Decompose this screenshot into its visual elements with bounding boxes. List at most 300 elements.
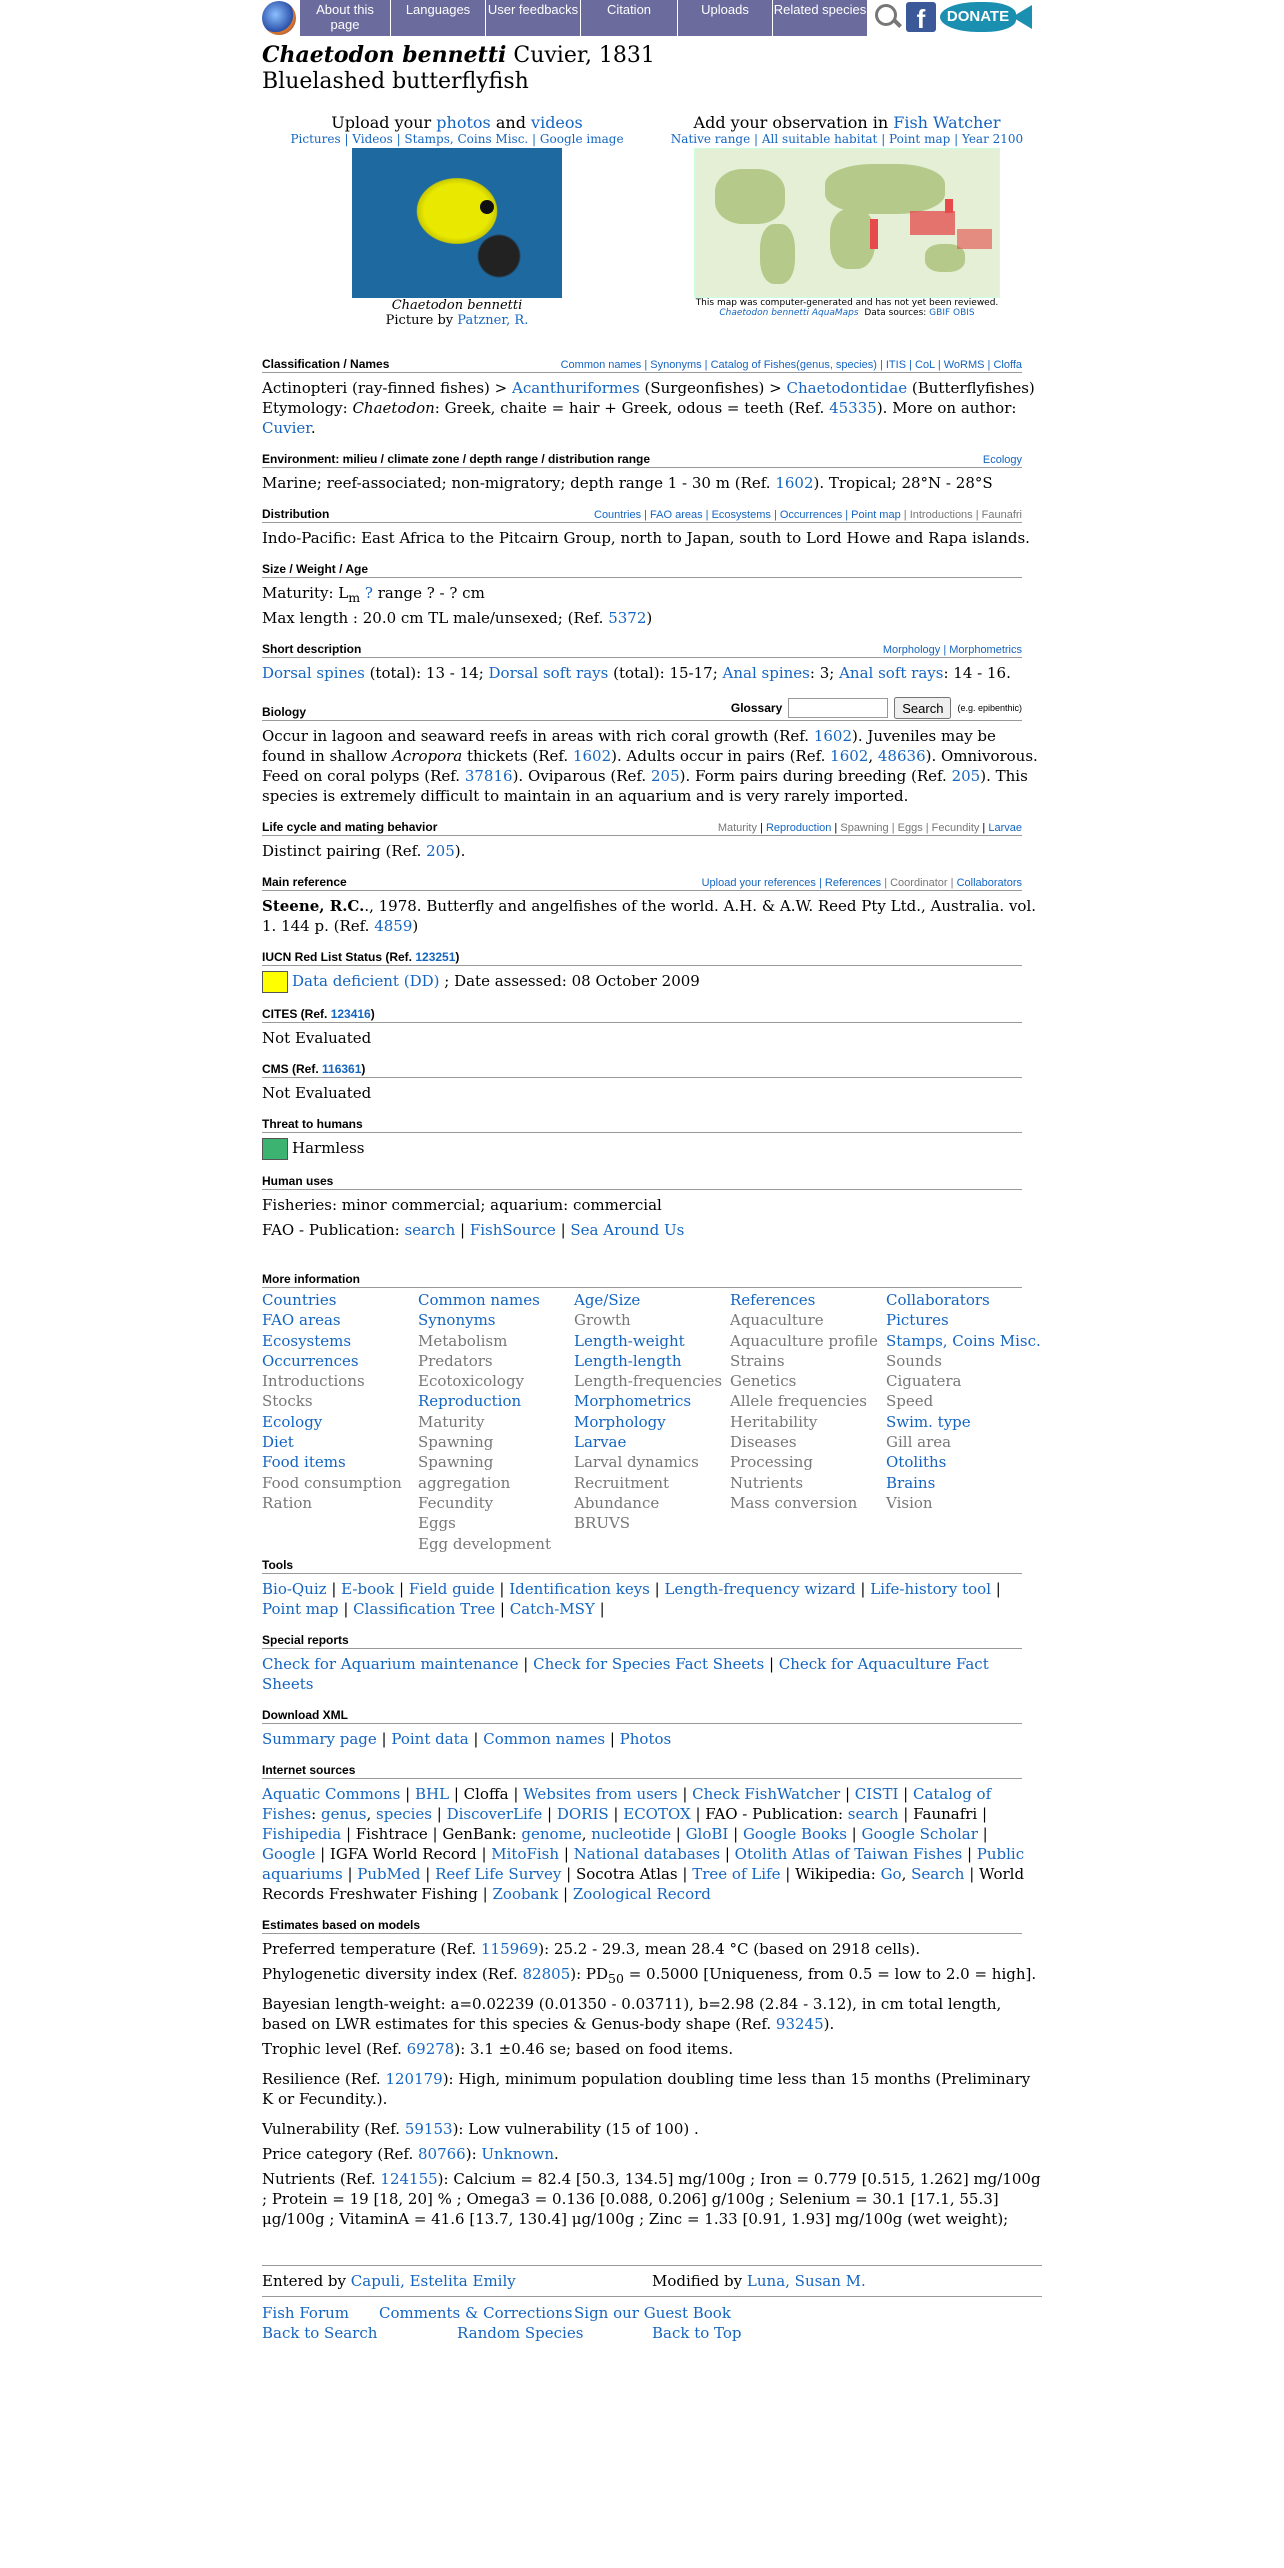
range-japan bbox=[945, 199, 953, 213]
more-info-item[interactable]: Reproduction bbox=[418, 1392, 522, 1411]
iucn-status-link[interactable]: Data deficient (DD) bbox=[292, 972, 440, 990]
lifecycle-maturity: Maturity bbox=[717, 822, 757, 834]
fishbase-logo-icon[interactable] bbox=[262, 1, 296, 35]
more-info-column bbox=[418, 1290, 574, 1554]
more-info-item: Processing bbox=[730, 1453, 814, 1472]
resilience-ref-link[interactable]: 120179 bbox=[385, 2069, 443, 2088]
internet-source-link[interactable]: Google Scholar bbox=[861, 1824, 978, 1843]
max-length-text: Max length : 20.0 cm TL male/unsexed; (Ref. bbox=[262, 609, 604, 627]
more-info-item: Larval dynamics bbox=[574, 1453, 699, 1472]
more-info-item: Speed bbox=[886, 1392, 934, 1411]
internet-source-link[interactable]: PubMed bbox=[357, 1864, 421, 1883]
more-info-item[interactable]: Food items bbox=[262, 1453, 346, 1472]
internet-source-text: | bbox=[720, 1844, 735, 1863]
distribution-text: Indo-Pacific: East Africa to the Pitcairn Group, north to Japan, south to Lord Howe and Rapa islands. bbox=[262, 529, 1030, 547]
more-info-column bbox=[886, 1290, 1042, 1554]
more-info-item: Eggs bbox=[418, 1514, 456, 1533]
map-eurasia bbox=[825, 164, 945, 214]
more-info-item: Growth bbox=[574, 1311, 631, 1330]
price-ref-link[interactable]: 80766 bbox=[418, 2144, 466, 2163]
internet-source-link[interactable]: Tree of Life bbox=[692, 1864, 781, 1883]
more-info-column bbox=[730, 1290, 886, 1554]
more-info-item[interactable]: Ecology bbox=[262, 1412, 323, 1431]
species-photo[interactable] bbox=[352, 148, 562, 298]
more-info-item[interactable]: Morphometrics bbox=[574, 1392, 692, 1411]
nav-languages[interactable]: Languages bbox=[391, 0, 486, 36]
internet-source-text: | Cloffa | bbox=[449, 1784, 524, 1803]
nav-about[interactable]: About this page bbox=[300, 0, 391, 36]
lifecycle-reproduction-link[interactable]: Reproduction bbox=[765, 822, 832, 834]
trophic-ref-link[interactable]: 69278 bbox=[406, 2039, 455, 2058]
short-description-title: Short description bbox=[262, 642, 362, 656]
photo-caption: Chaetodon bennetti bbox=[391, 298, 523, 313]
fish-tail-icon bbox=[1012, 5, 1032, 29]
special-report-link[interactable]: Check for Species Fact Sheets bbox=[533, 1654, 765, 1673]
comments-link[interactable]: Comments & Corrections bbox=[379, 2303, 573, 2322]
distribution-map[interactable] bbox=[694, 148, 1000, 298]
nutrients: Nutrients (Ref. 124155): Calcium = 82.4 [50.3, 134.5] mg/100g ; Iron = 0.779 [0.515, 1.262] mg/100g ; Protein = 19 [18, 20] % ; Omega3 = 0.136 [0.088, 0.206] g/100g ; Selenium = 30.1 [17.1, 55.3] μg/100g ; VitaminA = 41.6 [13.7, 130.4] μg/100g ; Zinc = 1.33 [0.91, 1.93] mg/100g (wet weight); bbox=[262, 2169, 1041, 2228]
class-text: Actinopteri (ray-finned fishes) > bbox=[262, 379, 508, 397]
tool-link[interactable]: Point map bbox=[262, 1599, 339, 1618]
reference-links[interactable]: Upload your references | References bbox=[701, 877, 882, 889]
internet-sources-title: Internet sources bbox=[262, 1762, 356, 1777]
internet-source-link[interactable]: Google bbox=[262, 1844, 316, 1863]
internet-source-text: | bbox=[677, 1784, 693, 1803]
internet-source-text: | bbox=[840, 1784, 855, 1803]
donate-button[interactable] bbox=[940, 2, 1032, 32]
family-common: (Butterflyfishes) bbox=[911, 379, 1035, 397]
internet-source-text: | bbox=[846, 1824, 862, 1843]
threat-swatch bbox=[262, 1138, 288, 1160]
media-sub-links[interactable]: Pictures | Videos | Stamps, Coins Misc. | Google image bbox=[290, 132, 624, 146]
more-info-item[interactable]: Countries bbox=[262, 1291, 337, 1309]
fish-eye bbox=[480, 200, 494, 214]
maturity-range: range ? - ? cm bbox=[372, 584, 485, 602]
tool-link[interactable]: E-book bbox=[341, 1579, 395, 1598]
map-south-america bbox=[760, 224, 795, 284]
more-info-item: Fecundity bbox=[418, 1493, 494, 1512]
more-info-item[interactable]: Pictures bbox=[886, 1311, 949, 1330]
internet-source-text: | bbox=[728, 1824, 743, 1843]
more-info-item: Predators bbox=[418, 1351, 493, 1370]
internet-source-link[interactable]: search bbox=[847, 1804, 899, 1823]
anal-spines-link[interactable]: Anal spines bbox=[722, 664, 810, 682]
nav-uploads[interactable]: Uploads bbox=[678, 0, 773, 36]
temp-ref-link[interactable]: 115969 bbox=[480, 1939, 539, 1958]
estimates-section bbox=[262, 1918, 1042, 2229]
biology-title: Biology bbox=[262, 705, 306, 719]
scientific-name: Chaetodon bennetti bbox=[262, 42, 507, 68]
data-sources-label: Data sources: bbox=[864, 308, 927, 318]
internet-source-link[interactable]: Otolith Atlas of Taiwan Fishes bbox=[734, 1844, 963, 1863]
more-info-item[interactable]: Ecosystems bbox=[262, 1331, 352, 1350]
internet-source-link[interactable]: ECOTOX bbox=[623, 1804, 691, 1823]
dorsal-spines-value: (total): 13 - 14; bbox=[369, 664, 484, 682]
more-info-item: Ciguatera bbox=[886, 1372, 962, 1391]
internet-source-text: | bbox=[962, 1844, 977, 1863]
more-info-item: Food consumption bbox=[262, 1473, 402, 1492]
sea-around-us-link[interactable]: Sea Around Us bbox=[570, 1221, 685, 1239]
tool-link[interactable]: Classification Tree bbox=[353, 1599, 496, 1618]
cms-ref-link[interactable]: 116361 bbox=[322, 1062, 362, 1076]
map-africa bbox=[830, 209, 875, 269]
classification-section bbox=[262, 357, 1042, 438]
internet-source-link[interactable]: DORIS bbox=[556, 1804, 609, 1823]
max-length-ref-link[interactable]: 5372 bbox=[608, 609, 647, 627]
internet-source-text: | FAO - Publication: bbox=[690, 1804, 848, 1823]
cites-status: Not Evaluated bbox=[262, 1029, 372, 1047]
internet-source-text: | bbox=[431, 1804, 447, 1823]
more-info-item[interactable]: Common names bbox=[418, 1291, 540, 1309]
environment-text: Marine; reef-associated; non-migratory; depth range 1 - 30 m (Ref. bbox=[262, 474, 771, 492]
internet-source-link[interactable]: Fishipedia bbox=[262, 1824, 342, 1843]
special-report-link[interactable]: Check for Aquaculture Fact Sheets bbox=[262, 1654, 989, 1693]
internet-source-link[interactable]: nucleotide bbox=[591, 1824, 671, 1843]
special-reports-title: Special reports bbox=[262, 1632, 349, 1647]
more-info-item: Stocks bbox=[262, 1392, 313, 1411]
species-author: Cuvier, 1831 bbox=[513, 43, 655, 68]
more-info-grid bbox=[262, 1290, 1042, 1554]
aquamaps-link[interactable]: Chaetodon bennetti AquaMaps bbox=[719, 308, 859, 318]
more-info-item: Aquaculture bbox=[730, 1311, 824, 1330]
download-xml-title: Download XML bbox=[262, 1707, 348, 1722]
iucn-title: IUCN Red List Status (Ref. 123251) bbox=[262, 950, 460, 964]
bayes-ref-link[interactable]: 93245 bbox=[775, 2014, 824, 2033]
photo-panel bbox=[262, 113, 652, 343]
biology-section bbox=[262, 697, 1042, 806]
range-indo-west-pacific bbox=[910, 211, 955, 235]
human-uses-title: Human uses bbox=[262, 1174, 334, 1188]
internet-source-text: | bbox=[559, 1844, 574, 1863]
more-info-item: Aquaculture profile bbox=[730, 1331, 878, 1350]
human-uses-text: Fisheries: minor commercial; aquarium: commercial bbox=[262, 1196, 662, 1214]
more-info-item[interactable]: Age/Size bbox=[574, 1291, 641, 1309]
more-info-item: Length-frequencies bbox=[574, 1372, 723, 1391]
more-info-item[interactable]: Otoliths bbox=[886, 1453, 947, 1472]
more-info-item[interactable]: Occurrences bbox=[262, 1351, 359, 1370]
tool-link[interactable]: Life-history tool bbox=[870, 1579, 992, 1598]
bio-ref-1602[interactable]: 1602 bbox=[813, 727, 853, 745]
cms-title: CMS (Ref. 116361) bbox=[262, 1062, 366, 1076]
morphology-links[interactable]: Morphology | Morphometrics bbox=[882, 644, 1022, 656]
ecology-link[interactable]: Ecology bbox=[982, 454, 1022, 466]
nav-related-species[interactable]: Related species bbox=[773, 0, 868, 36]
cites-ref-link[interactable]: 123416 bbox=[330, 1007, 371, 1021]
map-sub-links[interactable]: Native range | All suitable habitat | Point map | Year 2100 bbox=[670, 132, 1024, 146]
lifecycle-ref-link[interactable]: 205 bbox=[426, 842, 455, 860]
lifecycle-larvae-link[interactable]: Larvae bbox=[988, 822, 1022, 834]
internet-source-link[interactable]: genus bbox=[320, 1804, 367, 1823]
cms-section bbox=[262, 1062, 1042, 1103]
bio-ref-48636[interactable]: 48636 bbox=[877, 747, 926, 765]
more-info-item[interactable]: Length-length bbox=[574, 1351, 682, 1370]
xml-download-link[interactable]: Summary page bbox=[262, 1729, 377, 1748]
photos-link[interactable]: photos bbox=[436, 113, 491, 132]
distribution-title: Distribution bbox=[262, 507, 330, 521]
more-info-title: More information bbox=[262, 1272, 360, 1286]
phylogenetic-diversity: Phylogenetic diversity index (Ref. 82805): $PD_{50} = 0.5000$ [Uniqueness, from 0.5 = low to 2.0 = high]. bbox=[262, 1964, 1037, 1986]
internet-source-text: | IGFA World Record | bbox=[315, 1844, 492, 1863]
map-panel bbox=[652, 113, 1042, 343]
more-info-item: Egg development bbox=[418, 1534, 551, 1553]
coordinator-link: | Coordinator | bbox=[884, 877, 954, 889]
fish-forum-link[interactable]: Fish Forum bbox=[262, 2303, 350, 2322]
fish-watcher-link[interactable]: Fish Watcher bbox=[893, 113, 1001, 132]
more-info-item: BRUVS bbox=[574, 1514, 631, 1533]
bio-ref-37816[interactable]: 37816 bbox=[464, 767, 513, 785]
internet-source-link[interactable]: species bbox=[376, 1804, 432, 1823]
gbif-obis-link[interactable]: GBIF OBIS bbox=[929, 308, 975, 318]
reference-text: ., 1978. Butterfly and angelfishes of the world. A.H. & A.W. Reed Pty Ltd., Australia. vol. 1. 144 p. (Ref. bbox=[262, 897, 1037, 935]
phylo-ref-link[interactable]: 82805 bbox=[522, 1964, 571, 1983]
more-info-item: Recruitment bbox=[574, 1473, 670, 1492]
threat-title: Threat to humans bbox=[262, 1117, 363, 1131]
internet-source-text: , bbox=[901, 1864, 912, 1883]
cms-status: Not Evaluated bbox=[262, 1084, 372, 1102]
classification-title: Classification / Names bbox=[262, 357, 390, 371]
more-info-item: Sounds bbox=[886, 1351, 942, 1370]
tool-link[interactable]: Length-frequency wizard bbox=[664, 1579, 856, 1598]
vulnerability-ref-link[interactable]: 59153 bbox=[404, 2119, 453, 2138]
internet-source-text: | Wikipedia: bbox=[780, 1864, 881, 1883]
tool-link[interactable]: Bio-Quiz bbox=[262, 1579, 327, 1598]
download-xml-section bbox=[262, 1708, 1042, 1749]
lifecycle-text: Distinct pairing (Ref. bbox=[262, 842, 422, 860]
main-reference-title: Main reference bbox=[262, 875, 347, 889]
internet-source-link[interactable]: Google Books bbox=[742, 1824, 847, 1843]
internet-source-text: | bbox=[608, 1804, 624, 1823]
fao-search-link[interactable]: search bbox=[404, 1221, 456, 1239]
media-row bbox=[262, 113, 1042, 343]
nav-citation[interactable]: Citation bbox=[581, 0, 678, 36]
internet-source-link[interactable]: GloBI bbox=[685, 1824, 729, 1843]
species-title bbox=[262, 42, 1042, 69]
more-info-item[interactable]: Stamps, Coins Misc. bbox=[886, 1331, 1041, 1350]
page bbox=[262, 0, 1042, 2343]
internet-source-text: | bbox=[342, 1864, 358, 1883]
maturity-link[interactable]: ? bbox=[364, 584, 373, 602]
main-reference-section bbox=[262, 875, 1042, 936]
internet-source-link[interactable]: MitoFish bbox=[491, 1844, 560, 1863]
more-info-item[interactable]: Swim. type bbox=[886, 1412, 971, 1431]
facebook-icon[interactable]: f bbox=[906, 2, 936, 32]
internet-source-text: | bbox=[558, 1884, 573, 1903]
fishsource-link[interactable]: FishSource bbox=[469, 1221, 556, 1239]
tool-link[interactable]: Field guide bbox=[408, 1579, 495, 1598]
nutrients-ref-link[interactable]: 124155 bbox=[380, 2169, 438, 2188]
dorsal-spines-link[interactable]: Dorsal spines bbox=[262, 664, 365, 682]
internet-source-text: | bbox=[420, 1864, 436, 1883]
more-info-item: Spawning bbox=[418, 1433, 494, 1452]
lifecycle-section: Life cycle and mating behavior Maturity | Reproduction | Spawning | Eggs | Fecundity | Larvae Distinct pairing (Ref. 205). bbox=[262, 820, 1022, 860]
estimates-title: Estimates based on models bbox=[262, 1917, 421, 1932]
random-species-link[interactable]: Random Species bbox=[457, 2323, 584, 2342]
more-info-item: aggregation bbox=[418, 1473, 511, 1492]
internet-source-link[interactable]: BHL bbox=[414, 1784, 450, 1803]
glossary-form bbox=[731, 697, 1022, 719]
more-info-item: Nutrients bbox=[730, 1473, 804, 1492]
modified-by-link[interactable]: Luna, Susan M. bbox=[746, 2271, 866, 2290]
internet-source-link[interactable]: DiscoverLife bbox=[446, 1804, 543, 1823]
environment-ref-link[interactable]: 1602 bbox=[775, 474, 814, 492]
fao-label: FAO - Publication: bbox=[262, 1221, 400, 1239]
upload-text: Upload your bbox=[331, 113, 432, 132]
internet-source-link[interactable]: Zoological Record bbox=[572, 1884, 711, 1903]
collaborators-link[interactable]: Collaborators bbox=[956, 877, 1022, 889]
search-icon[interactable] bbox=[872, 2, 902, 32]
top-nav bbox=[262, 0, 1042, 36]
environment-title: Environment: milieu / climate zone / depth range / distribution range bbox=[262, 452, 651, 466]
footer bbox=[262, 2265, 1042, 2343]
internet-source-text: | Socotra Atlas | bbox=[561, 1864, 693, 1883]
nav-user-feedbacks[interactable]: User feedbacks bbox=[486, 0, 581, 36]
special-reports-list: Check for Aquarium maintenance | Check for Species Fact Sheets | Check for Aquaculture Fact Sheets bbox=[262, 1654, 989, 1693]
family-link[interactable]: Chaetodontidae bbox=[786, 379, 908, 397]
internet-source-link[interactable]: CISTI bbox=[854, 1784, 899, 1803]
tool-link[interactable]: Catch-MSY bbox=[509, 1599, 595, 1618]
tools-section bbox=[262, 1558, 1042, 1619]
bio-ref-1602b[interactable]: 1602 bbox=[572, 747, 612, 765]
iucn-section bbox=[262, 950, 1042, 993]
glossary-input[interactable] bbox=[788, 698, 888, 718]
more-info-item: Vision bbox=[886, 1493, 933, 1512]
price-category: Price category (Ref. 80766): Unknown. bbox=[262, 2144, 559, 2163]
vulnerability: Vulnerability (Ref. 59153): Low vulnerability (15 of 100) . bbox=[262, 2119, 699, 2138]
author-label: ). More on author: bbox=[876, 399, 1017, 417]
more-info-item[interactable]: Length-weight bbox=[574, 1331, 685, 1350]
internet-source-link[interactable]: Go bbox=[880, 1864, 902, 1883]
xml-download-link[interactable]: Common names bbox=[483, 1729, 606, 1748]
reference-ref-link[interactable]: 4859 bbox=[374, 917, 413, 935]
internet-source-text: : bbox=[311, 1804, 321, 1823]
order-common: (Surgeonfishes) > bbox=[644, 379, 782, 397]
internet-source-text: , bbox=[581, 1824, 592, 1843]
price-unknown-link[interactable]: Unknown bbox=[481, 2144, 554, 2163]
more-info-item: Genetics bbox=[730, 1372, 797, 1391]
more-info-item: Strains bbox=[730, 1351, 785, 1370]
internet-source-link[interactable]: Aquatic Commons bbox=[262, 1784, 401, 1803]
internet-source-link[interactable]: Reef Life Survey bbox=[435, 1864, 562, 1883]
cites-title: CITES (Ref. 123416) bbox=[262, 1007, 375, 1021]
bayesian-length-weight: Bayesian length-weight: a=0.02239 (0.01350 - 0.03711), b=2.98 (2.84 - 3.12), in cm total length, based on LWR estimates for this species & Genus-body shape (Ref. 93245). bbox=[262, 1994, 1002, 2033]
size-section bbox=[262, 562, 1042, 628]
threat-section bbox=[262, 1117, 1042, 1160]
dorsal-rays-link[interactable]: Dorsal soft rays bbox=[488, 664, 609, 682]
special-reports-section bbox=[262, 1633, 1042, 1694]
more-info-item[interactable]: FAO areas bbox=[262, 1311, 341, 1330]
more-info-item: Diseases bbox=[730, 1433, 797, 1452]
distribution-links[interactable]: Countries | FAO areas | Ecosystems | Occurrences | Point map bbox=[594, 509, 901, 521]
cites-section bbox=[262, 1007, 1042, 1048]
more-info-item[interactable]: Morphology bbox=[574, 1412, 666, 1431]
entered-by-link[interactable]: Capuli, Estelita Emily bbox=[350, 2271, 516, 2290]
internet-source-link[interactable]: Check FishWatcher bbox=[692, 1784, 841, 1803]
iucn-ref-link[interactable]: 123251 bbox=[415, 950, 456, 964]
internet-source-text: | Fishtrace | GenBank: bbox=[341, 1824, 522, 1843]
author-link[interactable]: Cuvier bbox=[262, 419, 311, 437]
observation-text: Add your observation in bbox=[693, 113, 889, 132]
dorsal-rays-value: (total): 15-17; bbox=[613, 664, 718, 682]
short-description-section bbox=[262, 642, 1042, 683]
videos-link[interactable]: videos bbox=[531, 113, 583, 132]
maturity-label: Maturity: L bbox=[262, 584, 349, 602]
more-info-item[interactable]: References bbox=[730, 1291, 816, 1309]
glossary-label: Glossary bbox=[730, 701, 783, 715]
more-info-item[interactable]: Diet bbox=[262, 1433, 294, 1452]
glossary-search-button[interactable]: Search bbox=[894, 697, 951, 719]
tools-title: Tools bbox=[262, 1557, 294, 1572]
range-pacific-islands bbox=[957, 229, 992, 249]
internet-sources-list bbox=[262, 1784, 1042, 1904]
internet-source-link[interactable]: Zoobank bbox=[492, 1884, 559, 1903]
internet-source-text: , bbox=[366, 1804, 377, 1823]
tools-list: Bio-Quiz | E-book | Field guide | Identification keys | Length-frequency wizard | Life-history tool | Point map | Classification Tree | Catch-MSY | bbox=[262, 1579, 1001, 1618]
more-info-item[interactable]: Collaborators bbox=[886, 1291, 990, 1309]
internet-source-link[interactable]: genome bbox=[521, 1824, 582, 1843]
more-info-item: Abundance bbox=[574, 1493, 660, 1512]
lifecycle-end: ). bbox=[454, 842, 466, 860]
more-info-item[interactable]: Synonyms bbox=[418, 1311, 496, 1330]
xml-download-link[interactable]: Photos bbox=[619, 1729, 672, 1748]
max-length-end: ) bbox=[646, 609, 653, 627]
guest-book-link[interactable]: Sign our Guest Book bbox=[574, 2303, 731, 2322]
internet-source-text: | Faunafri | bbox=[898, 1804, 988, 1823]
bio-ref-205[interactable]: 205 bbox=[650, 767, 680, 785]
map-north-america bbox=[715, 169, 785, 224]
modified-label: Modified by bbox=[652, 2271, 743, 2290]
order-link[interactable]: Acanthuriformes bbox=[511, 379, 640, 397]
back-to-top-link[interactable]: Back to Top bbox=[652, 2323, 742, 2342]
internet-source-link[interactable]: Search bbox=[911, 1864, 965, 1883]
bio-ref-1602c[interactable]: 1602 bbox=[830, 747, 869, 765]
more-info-item[interactable]: Larvae bbox=[574, 1433, 627, 1452]
more-info-item: Ecotoxicology bbox=[418, 1372, 525, 1391]
range-east-africa bbox=[870, 219, 878, 249]
and-text: and bbox=[495, 113, 526, 132]
back-to-search-link[interactable]: Back to Search bbox=[262, 2323, 378, 2342]
anal-spines-value: : 3; bbox=[809, 664, 835, 682]
distribution-section bbox=[262, 507, 1042, 548]
anal-rays-link[interactable]: Anal soft rays bbox=[839, 664, 944, 682]
bio-ref-205b[interactable]: 205 bbox=[951, 767, 981, 785]
special-report-link[interactable]: Check for Aquarium maintenance bbox=[262, 1654, 519, 1673]
internet-sources-section bbox=[262, 1763, 1042, 1904]
etymology-ref-link[interactable]: 45335 bbox=[829, 399, 877, 417]
classification-links[interactable]: Common names | Synonyms | Catalog of Fishes(genus, species) | ITIS | CoL | WoRMS | Cloffa bbox=[560, 359, 1022, 371]
more-info-section bbox=[262, 1272, 1042, 1554]
more-info-item[interactable]: Brains bbox=[886, 1473, 936, 1492]
resilience: Resilience (Ref. 120179): High, minimum population doubling time less than 15 months (Preliminary K or Fecundity.). bbox=[262, 2069, 1031, 2108]
internet-source-link[interactable]: Public aquariums bbox=[262, 1844, 1025, 1883]
entered-label: Entered by bbox=[262, 2271, 347, 2290]
iucn-date: ; Date assessed: 08 October 2009 bbox=[439, 972, 700, 990]
internet-source-link[interactable]: National databases bbox=[573, 1844, 721, 1863]
more-info-item: Allele frequencies bbox=[730, 1392, 867, 1411]
environment-section bbox=[262, 452, 1042, 493]
internet-source-text: | bbox=[400, 1784, 415, 1803]
reference-end: ) bbox=[412, 917, 419, 935]
tool-link[interactable]: Identification keys bbox=[509, 1579, 650, 1598]
maturity-sub: m bbox=[348, 590, 361, 605]
environment-climate: ). Tropical; 28°N - 28°S bbox=[813, 474, 993, 492]
internet-source-link[interactable]: Websites from users bbox=[523, 1784, 678, 1803]
internet-source-link[interactable]: Catalog of Fishes bbox=[262, 1784, 992, 1823]
trophic-level: Trophic level (Ref. 69278): 3.1 ±0.46 se; based on food items. bbox=[262, 2039, 734, 2058]
xml-download-link[interactable]: Point data bbox=[391, 1729, 469, 1748]
photo-credit-link[interactable]: Patzner, R. bbox=[457, 313, 529, 328]
donate-label: DONATE bbox=[940, 2, 1016, 32]
distribution-links-grey: | Introductions | Faunafri bbox=[903, 509, 1022, 521]
